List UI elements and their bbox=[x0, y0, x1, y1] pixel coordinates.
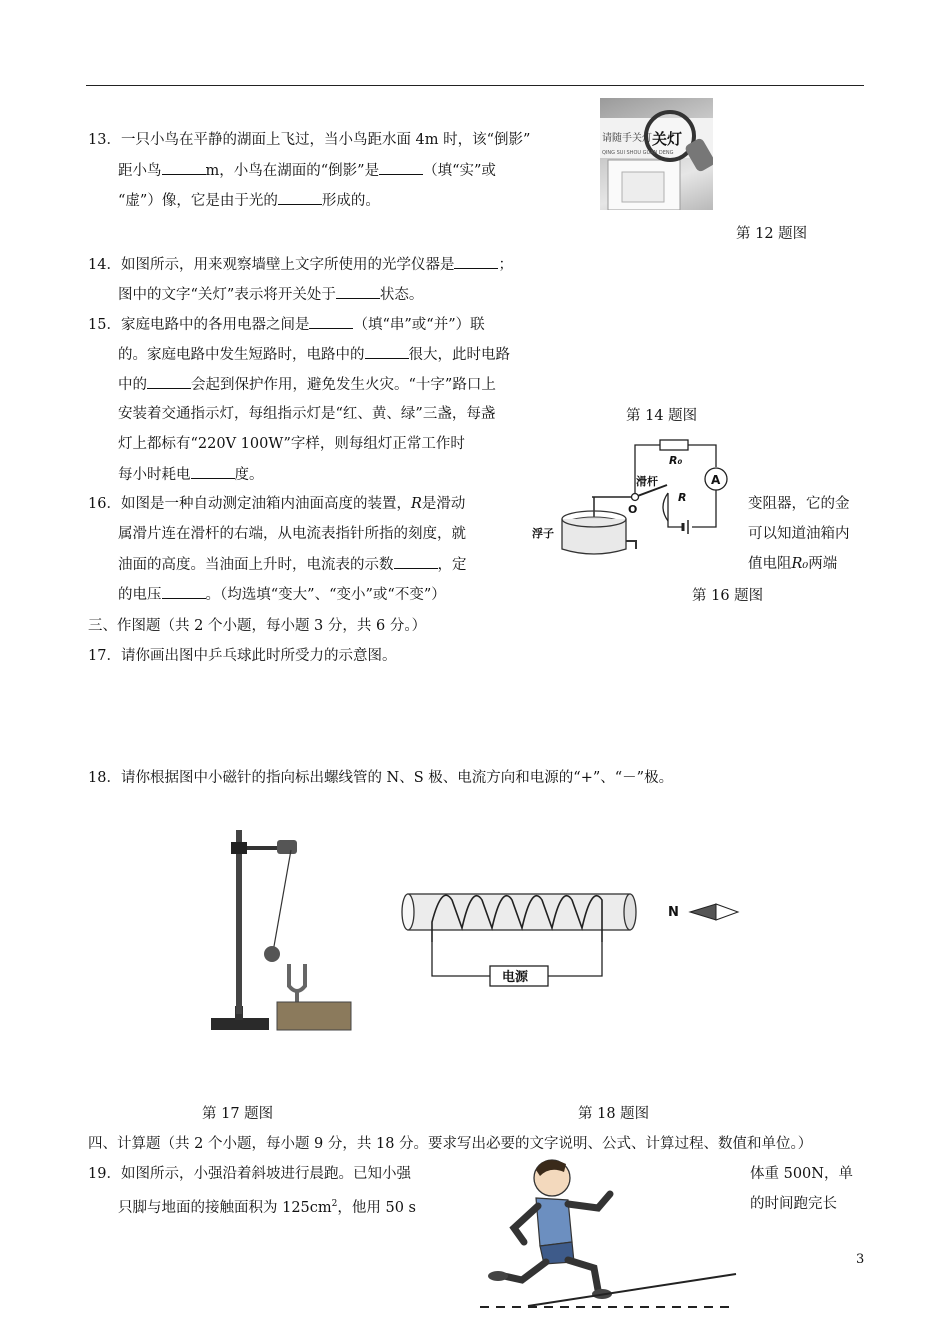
q13-line1: 13．一只小鸟在平静的湖面上飞过，当小鸟距水面 4m 时，该“倒影” bbox=[88, 132, 531, 148]
q15-line4: 安装着交通指示灯，每组指示灯是“红、黄、绿”三盏，每盏 bbox=[118, 406, 496, 422]
figure-12-caption: 第 12 题图 bbox=[736, 226, 808, 242]
q19-text: ，他用 50 s bbox=[337, 1199, 417, 1216]
sign-big-text: 关灯 bbox=[652, 130, 683, 148]
q13-line3 bbox=[118, 190, 380, 211]
thread bbox=[273, 850, 291, 952]
q15-blank-2 bbox=[365, 344, 409, 359]
q16-blank-2 bbox=[162, 584, 206, 599]
q15-blank-3 bbox=[147, 374, 191, 389]
q16-line2: 属滑片连在滑杆的右端，从电流表指针所指的刻度，就 bbox=[118, 526, 466, 542]
q16-line2-right: 可以知道油箱内 bbox=[748, 526, 850, 542]
q15-text: 每小时耗电 bbox=[118, 467, 191, 483]
q15-blank-1 bbox=[309, 314, 353, 329]
q15-blank-4 bbox=[191, 464, 235, 479]
q16-text: 值电阻 bbox=[748, 556, 792, 572]
q14-text: 状态。 bbox=[379, 287, 424, 303]
q16-var-r0: R₀ bbox=[791, 556, 809, 572]
q16-blank-1 bbox=[394, 554, 438, 569]
power-label: 电源 bbox=[502, 970, 529, 985]
q15-line5: 灯上都标有“220V 100W”字样，则每组灯正常工作时 bbox=[118, 436, 465, 452]
q15-line6 bbox=[118, 464, 264, 485]
q19-line1: 19．如图所示，小强沿着斜坡进行晨跑。已知小强 bbox=[88, 1166, 411, 1182]
q16-text: 两端 bbox=[808, 556, 838, 572]
q18-text: 18．请你根据图中小磁针的指向标出螺线管的 N、S 极、电流方向和电源的“+”、“－”极。 bbox=[88, 770, 674, 786]
stand-rod bbox=[236, 830, 242, 1014]
q16-line3 bbox=[118, 554, 467, 575]
q15-text: 度。 bbox=[234, 467, 264, 483]
runner-arm-front bbox=[568, 1194, 610, 1208]
q13-text: m，小鸟在湖面的“倒影”是 bbox=[205, 163, 380, 179]
q14-text: 14．如图所示，用来观察墙壁上文字所使用的光学仪器是 bbox=[88, 257, 455, 273]
figure-17-caption: 第 17 题图 bbox=[202, 1106, 274, 1122]
q15-text: 会起到保护作用，避免发生火灾。“十字”路口上 bbox=[191, 377, 496, 393]
pivot-point bbox=[632, 494, 639, 501]
figure-14-caption: 第 14 题图 bbox=[626, 408, 698, 424]
q15-line3 bbox=[118, 374, 496, 395]
q16-line1 bbox=[88, 494, 465, 514]
q13-blank-3 bbox=[278, 190, 322, 205]
resistor-r0 bbox=[660, 440, 688, 450]
q16-text: 是滑动 bbox=[421, 496, 466, 512]
runner-arm-back bbox=[514, 1206, 538, 1242]
pivot-label: O bbox=[628, 503, 638, 516]
r-label: R bbox=[678, 491, 687, 504]
tuning-fork bbox=[289, 964, 305, 991]
q15-line1 bbox=[88, 314, 485, 335]
ammeter-label: A bbox=[711, 473, 721, 487]
q19-line2 bbox=[118, 1194, 416, 1218]
section-4-title: 四、计算题（共 2 个小题，每小题 9 分，共 18 分。要求写出必要的文字说明、公式、计算过程、数值和单位。） bbox=[88, 1136, 813, 1152]
q13-text: 形成的。 bbox=[321, 193, 380, 209]
sign-pinyin: QING SUI SHOU GUAN DENG bbox=[602, 150, 674, 156]
q16-text: 。（均选填“变大”、“变小”或“不变”） bbox=[205, 587, 446, 603]
figure-16-diagram bbox=[532, 437, 742, 567]
q16-line4 bbox=[118, 584, 446, 605]
q16-var-r: R bbox=[410, 496, 422, 512]
q13-text: “虚”）像，它是由于光的 bbox=[118, 193, 278, 209]
runner-leg-back bbox=[504, 1262, 546, 1280]
q19-text: 只脚与地面的接触面积为 125cm bbox=[118, 1199, 332, 1216]
q15-text: 的。家庭电路中发生短路时，电路中的 bbox=[118, 347, 365, 363]
q16-text: 16．如图是一种自动测定油箱内油面高度的装置， bbox=[88, 496, 411, 512]
wood-block bbox=[277, 1002, 351, 1030]
figure-18-drawing bbox=[398, 882, 743, 992]
runner-leg-front bbox=[568, 1260, 598, 1290]
header-rule bbox=[86, 85, 864, 86]
q15-text: （填“串”或“并”）联 bbox=[353, 317, 485, 333]
q13-blank-2 bbox=[379, 160, 423, 175]
q15-text: 15．家庭电路中的各用电器之间是 bbox=[88, 317, 310, 333]
tap bbox=[626, 541, 636, 549]
rheostat-r bbox=[663, 493, 668, 521]
q17-text: 17．请你画出图中乒乓球此时所受力的示意图。 bbox=[88, 648, 397, 664]
ping-pong-ball bbox=[264, 946, 280, 962]
q16-text: 油面的高度。当油面上升时，电流表的示数 bbox=[118, 557, 394, 573]
slope-line bbox=[528, 1274, 736, 1306]
float-label: 浮子 bbox=[532, 527, 554, 540]
q19-line2-right: 的时间跑完长 bbox=[750, 1196, 837, 1212]
q16-line1-right: 变阻器，它的金 bbox=[748, 496, 850, 512]
q14-text: 图中的文字“关灯”表示将开关处于 bbox=[118, 287, 336, 303]
r0-label: R₀ bbox=[669, 454, 683, 467]
q15-line2 bbox=[118, 344, 510, 365]
q14-text: ； bbox=[498, 257, 513, 273]
figure-12-drawing bbox=[600, 98, 713, 210]
q16-text: 的电压 bbox=[118, 587, 162, 603]
compass-needle-north bbox=[690, 904, 716, 920]
q14-blank-2 bbox=[336, 284, 380, 299]
figure-12-photo bbox=[600, 98, 713, 210]
needle-n-label: N bbox=[668, 905, 679, 920]
page-number: 3 bbox=[856, 1252, 865, 1267]
compass-needle-south bbox=[716, 904, 738, 920]
q13-line2 bbox=[118, 160, 496, 181]
q14-line1 bbox=[88, 254, 513, 275]
q15-text: 很大，此时电路 bbox=[408, 347, 510, 363]
q16-text: ，定 bbox=[437, 557, 467, 573]
section-3-title: 三、作图题（共 2 个小题，每小题 3 分，共 6 分。） bbox=[88, 618, 427, 634]
q13-text: （填“实”或 bbox=[423, 163, 496, 179]
figure-16-caption: 第 16 题图 bbox=[692, 588, 764, 604]
figure-18-caption: 第 18 题图 bbox=[578, 1106, 650, 1122]
q13-text: 距小鸟 bbox=[118, 163, 162, 179]
rod-label: 滑杆 bbox=[636, 475, 658, 488]
figure-19-drawing bbox=[474, 1150, 740, 1310]
q19-line1-right: 体重 500N，单 bbox=[750, 1166, 853, 1182]
figure-17-drawing bbox=[205, 826, 365, 1036]
q19-sup: 2 bbox=[331, 1199, 338, 1209]
q13-blank-1 bbox=[162, 160, 206, 175]
sign-text: 请随手关灯 bbox=[602, 133, 652, 144]
q15-text: 中的 bbox=[118, 377, 147, 393]
q14-line2 bbox=[118, 284, 423, 305]
q16-line3-right bbox=[748, 554, 837, 574]
q14-blank-1 bbox=[454, 254, 498, 269]
